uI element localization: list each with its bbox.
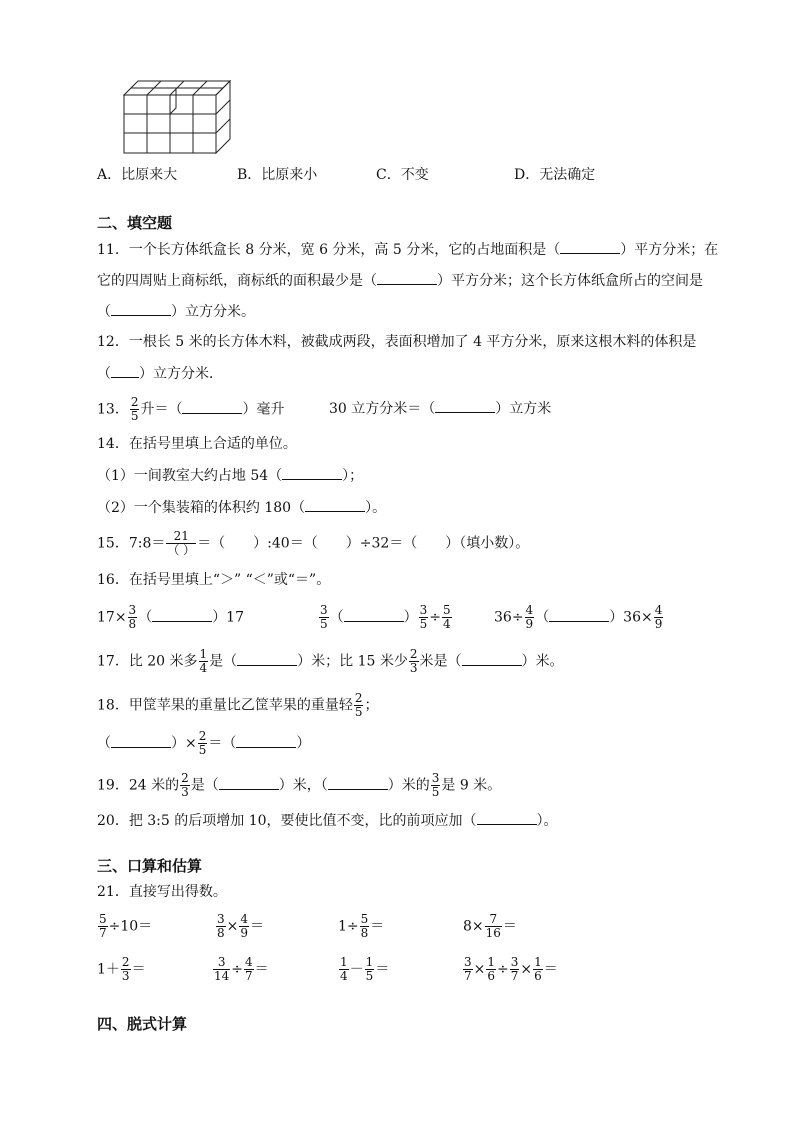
oral-r2-c4: $\frac{3}{7}$ × $\frac{1}{6}$ ÷ $\frac{3}{7}$ × $\frac{1}{6}$ ＝ <box>464 955 558 983</box>
fraction: $\frac{2}{5}$ <box>198 729 207 757</box>
fraction: $\frac{5}{7}$ <box>99 912 107 940</box>
oral-r2-c1: 1＋ $\frac{2}{3}$ ＝ <box>97 955 146 983</box>
q13-blank-2[interactable] <box>435 398 495 413</box>
q16-blank-1[interactable] <box>152 607 212 622</box>
fraction: $\frac{3}{7}$ <box>510 955 519 983</box>
fraction: $\frac{5}{4}$ <box>443 603 451 631</box>
oral-r2-c2: $\frac{3}{14}$ ÷ $\frac{4}{7}$ ＝ <box>214 955 269 983</box>
option-d[interactable]: D．无法确定 <box>514 167 596 183</box>
fraction: $\frac{2}{5}$ <box>130 395 139 423</box>
fraction: $\frac{4}{9}$ <box>525 603 534 631</box>
oral-r1-c2: $\frac{3}{8}$ × $\frac{4}{9}$ ＝ <box>217 912 265 940</box>
fraction: $\frac{2}{5}$ <box>354 691 363 719</box>
q12-blank[interactable] <box>111 363 139 378</box>
q14-blank-1[interactable] <box>282 465 342 480</box>
q20: 20．把 3:5 的后项增加 10，要使比值不变，比的前项应加（ ）。 <box>97 810 558 831</box>
q12-line1: 12．一根长 5 米的长方体木料，被截成两段，表面积增加了 4 平方分米，原来这根木料的体积是 <box>97 334 697 350</box>
fraction: $\frac{3}{8}$ <box>128 603 137 631</box>
fraction: $\frac{2}{3}$ <box>121 955 130 983</box>
q14-item1: （1）一间教室大约占地 54（ ）； <box>97 465 363 486</box>
fraction: $\frac{1}{6}$ <box>534 955 542 983</box>
q17-blank-2[interactable] <box>462 651 522 666</box>
q11-blank-1[interactable] <box>560 239 620 254</box>
fraction: $\frac{4}{9}$ <box>240 912 249 940</box>
q13: 13． $\frac{2}{5}$ 升＝（ ）毫升 <box>97 395 285 423</box>
section-heading-step: 四、脱式计算 <box>97 1015 188 1033</box>
option-c[interactable]: C．不变 <box>376 167 429 183</box>
q11-line2: 它的四周贴上商标纸，商标纸的面积最少是（ ）平方分米；这个长方体纸盒所占的空间是 <box>97 270 703 291</box>
q21-title: 21．直接写出得数。 <box>97 884 227 900</box>
q13-part2: 30 立方分米＝（ ）立方米 <box>329 398 551 419</box>
q20-blank[interactable] <box>477 810 537 825</box>
fraction: $\frac{3}{5}$ <box>320 603 328 631</box>
fraction: $\frac{5}{8}$ <box>360 912 369 940</box>
q19-blank-1[interactable] <box>219 775 279 790</box>
oral-r1-c4: 8× $\frac{7}{16}$ ＝ <box>463 912 517 940</box>
q11-line3: （ ）立方分米。 <box>97 301 255 322</box>
q12-line2: （ ）立方分米． <box>97 363 223 384</box>
oral-r2-c3: $\frac{1}{4}$ － $\frac{1}{5}$ ＝ <box>340 955 390 983</box>
q16-expr3: 36÷ $\frac{4}{9}$ （ ）36× $\frac{4}{9}$ <box>494 603 663 631</box>
q18-line1: 18．甲筐苹果的重量比乙筐苹果的重量轻 $\frac{2}{5}$ ； <box>97 691 379 719</box>
q19-blank-2[interactable] <box>328 775 388 790</box>
q14-item2: （2）一个集装箱的体积约 180（ ）。 <box>97 497 386 518</box>
q16-blank-2[interactable] <box>344 607 404 622</box>
q13-blank-1[interactable] <box>182 399 242 414</box>
q16-expr2: $\frac{3}{5}$ （ ） $\frac{3}{5}$ ÷ $\frac{5}{4}$ <box>320 603 451 631</box>
fraction: $\frac{3}{5}$ <box>431 771 440 799</box>
fraction: $\frac{1}{5}$ <box>365 955 374 983</box>
q17: 17．比 20 米多 $\frac{1}{4}$ 是（ ）米；比 15 米少 $\frac{2}{3}$ 米是（ ）米。 <box>97 647 564 675</box>
fraction: $\frac{3}{14}$ <box>214 955 230 983</box>
fraction: $\frac{4}{7}$ <box>245 955 253 983</box>
q11-blank-3[interactable] <box>111 301 171 316</box>
fraction: $\frac{1}{4}$ <box>199 647 208 675</box>
option-a[interactable]: A．比原来大 <box>97 167 178 183</box>
fraction: $\frac{3}{7}$ <box>464 955 472 983</box>
fraction: $\frac{4}{9}$ <box>654 603 663 631</box>
fraction: $\frac{3}{8}$ <box>217 912 225 940</box>
cube-stack-figure <box>118 78 236 156</box>
q18-blank-2[interactable] <box>236 733 296 748</box>
q11-blank-2[interactable] <box>377 270 437 285</box>
q11-line1: 11．一个长方体纸盒长 8 分米，宽 6 分米，高 5 分米，它的占地面积是（ ）平方分米；在 <box>97 239 718 260</box>
q18-line2: （ ）× $\frac{2}{5}$ ＝（ ） <box>97 729 311 757</box>
fraction: $\frac{2}{3}$ <box>409 647 418 675</box>
option-b[interactable]: B．比原来小 <box>237 167 318 183</box>
q16-expr1: 17× $\frac{3}{8}$ （ ）17 <box>97 603 245 631</box>
fraction: $\frac{21}{( )}$ <box>167 529 196 557</box>
section-heading-oral: 三、口算和估算 <box>97 857 203 875</box>
oral-r1-c1: $\frac{5}{7}$ ÷10＝ <box>99 912 153 940</box>
section-heading-fill: 二、填空题 <box>97 214 173 232</box>
q15: 15．7:8＝ $\frac{21}{( )}$ ＝（ ）:40＝（ ）÷32＝（ ）（填小数）。 <box>97 529 530 557</box>
q14-blank-2[interactable] <box>305 497 365 512</box>
fraction: $\frac{1}{4}$ <box>340 955 348 983</box>
fraction: $\frac{3}{5}$ <box>419 603 428 631</box>
q19: 19．24 米的 $\frac{2}{3}$ 是（ ）米，（ ）米的 $\frac{3}{5}$ 是 9 米。 <box>97 771 502 799</box>
fraction: $\frac{2}{3}$ <box>181 771 189 799</box>
q14-title: 14．在括号里填上合适的单位。 <box>97 436 297 452</box>
fraction: $\frac{1}{6}$ <box>487 955 496 983</box>
oral-r1-c3: 1÷ $\frac{5}{8}$ ＝ <box>338 912 385 940</box>
q16-blank-3[interactable] <box>549 607 609 622</box>
q17-blank-1[interactable] <box>237 651 297 666</box>
fraction: $\frac{7}{16}$ <box>485 912 501 940</box>
q16-title: 16．在括号里填上“＞” “＜”或“＝”。 <box>97 572 331 588</box>
q18-blank-1[interactable] <box>111 733 171 748</box>
